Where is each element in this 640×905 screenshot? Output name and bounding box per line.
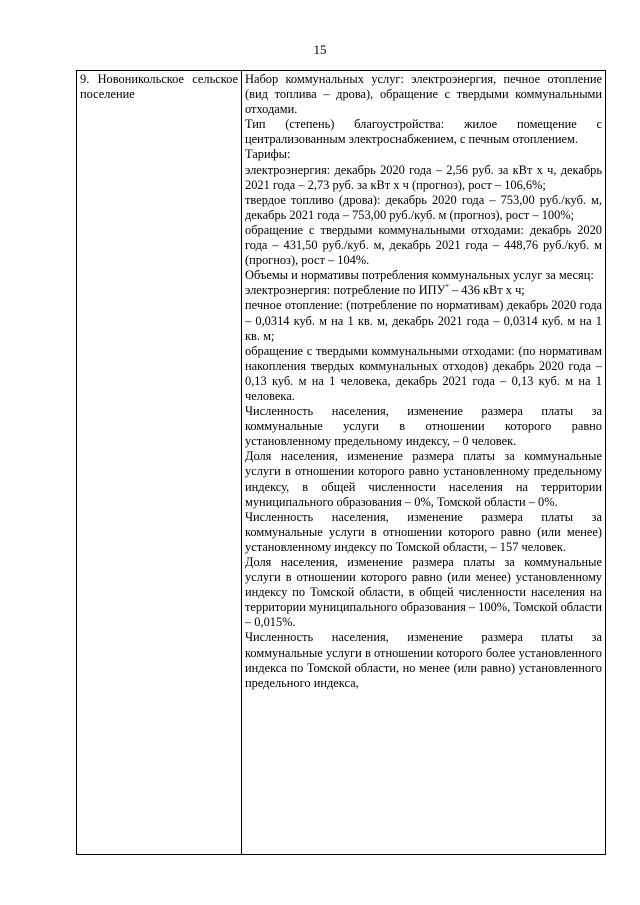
settlement-name-cell <box>77 71 242 855</box>
table-row <box>77 71 606 855</box>
volume-electricity-value: – 436 кВт х ч; <box>448 283 525 298</box>
volume-heating: печное отопление: (потребление по нормативам) декабрь 2020 года – 0,0314 куб. м на 1 кв. м, декабрь 2021 года – 0,0314 куб. м на 1 кв. м; <box>245 298 602 343</box>
tariff-waste: обращение с твердыми коммунальными отходами: декабрь 2020 года – 431,50 руб./куб. м, декабрь 2021 года – 448,76 руб./куб. м (прогноз), рост – 104%. <box>245 222 602 268</box>
volume-electricity-text: электроэнергия: потребление по ИПУ <box>245 283 446 298</box>
settlement-details-cell <box>242 71 606 855</box>
volumes-heading: Объемы и нормативы потребления коммунальных услуг за месяц: <box>245 268 594 283</box>
settlement-table <box>76 70 606 855</box>
services-set: Набор коммунальных услуг: электроэнергия, печное отопление (вид топлива – дрова), обращение с твердыми коммунальными отходами. <box>245 72 602 117</box>
settlement-name: 9. Новоникольское сельское поселение <box>80 72 238 102</box>
population-above-regional: Численность населения, изменение размера платы за коммунальные услуги в отношении которого более установленного индекса по Томской области, но менее (или равно) установленного предельного индекса, <box>245 630 602 690</box>
tariff-electricity: электроэнергия: декабрь 2020 года – 2,56 руб. за кВт х ч, декабрь 2021 года – 2,73 руб. за кВт х ч (прогноз), рост – 106,6%; <box>245 162 602 192</box>
page-number: 15 <box>313 42 327 57</box>
share-equal-limit: Доля населения, изменение размера платы за коммунальные услуги в отношении которого равно установленному предельному индексу, в общей численности населения на территории муниципального образования – 0%, Томской области – 0%. <box>245 449 602 509</box>
share-equal-regional: Доля населения, изменение размера платы за коммунальные услуги в отношении которого равно (или менее) установленному индексу по Томской области, в общей численности населения на территории муниципального образования – 100%, Томской области – 0,015%. <box>245 555 602 630</box>
tariff-firewood: твердое топливо (дрова): декабрь 2020 года – 753,00 руб./куб. м, декабрь 2021 года – 753,00 руб./куб. м (прогноз), рост – 100%; <box>245 192 602 222</box>
population-equal-regional: Численность населения, изменение размера платы за коммунальные услуги в отношении которого равно (или менее) установленному индексу по Томской области, – 157 человек. <box>245 509 602 554</box>
tariffs-heading: Тарифы: <box>245 147 291 162</box>
volume-electricity <box>245 283 602 298</box>
improvement-type: Тип (степень) благоустройства: жилое помещение с централизованным электроснабжением, с печным отоплением. <box>245 117 602 147</box>
population-equal-limit: Численность населения, изменение размера платы за коммунальные услуги в отношении которого равно установленному предельному индексу, – 0 человек. <box>245 404 602 449</box>
volume-waste: обращение с твердыми коммунальными отходами: (по нормативам накопления твердых коммунальных отходов) декабрь 2020 года – 0,13 куб. м на 1 человека, декабрь 2021 года – 0,13 куб. м на 1 человека. <box>245 343 602 403</box>
footnote-mark: * <box>445 283 449 292</box>
